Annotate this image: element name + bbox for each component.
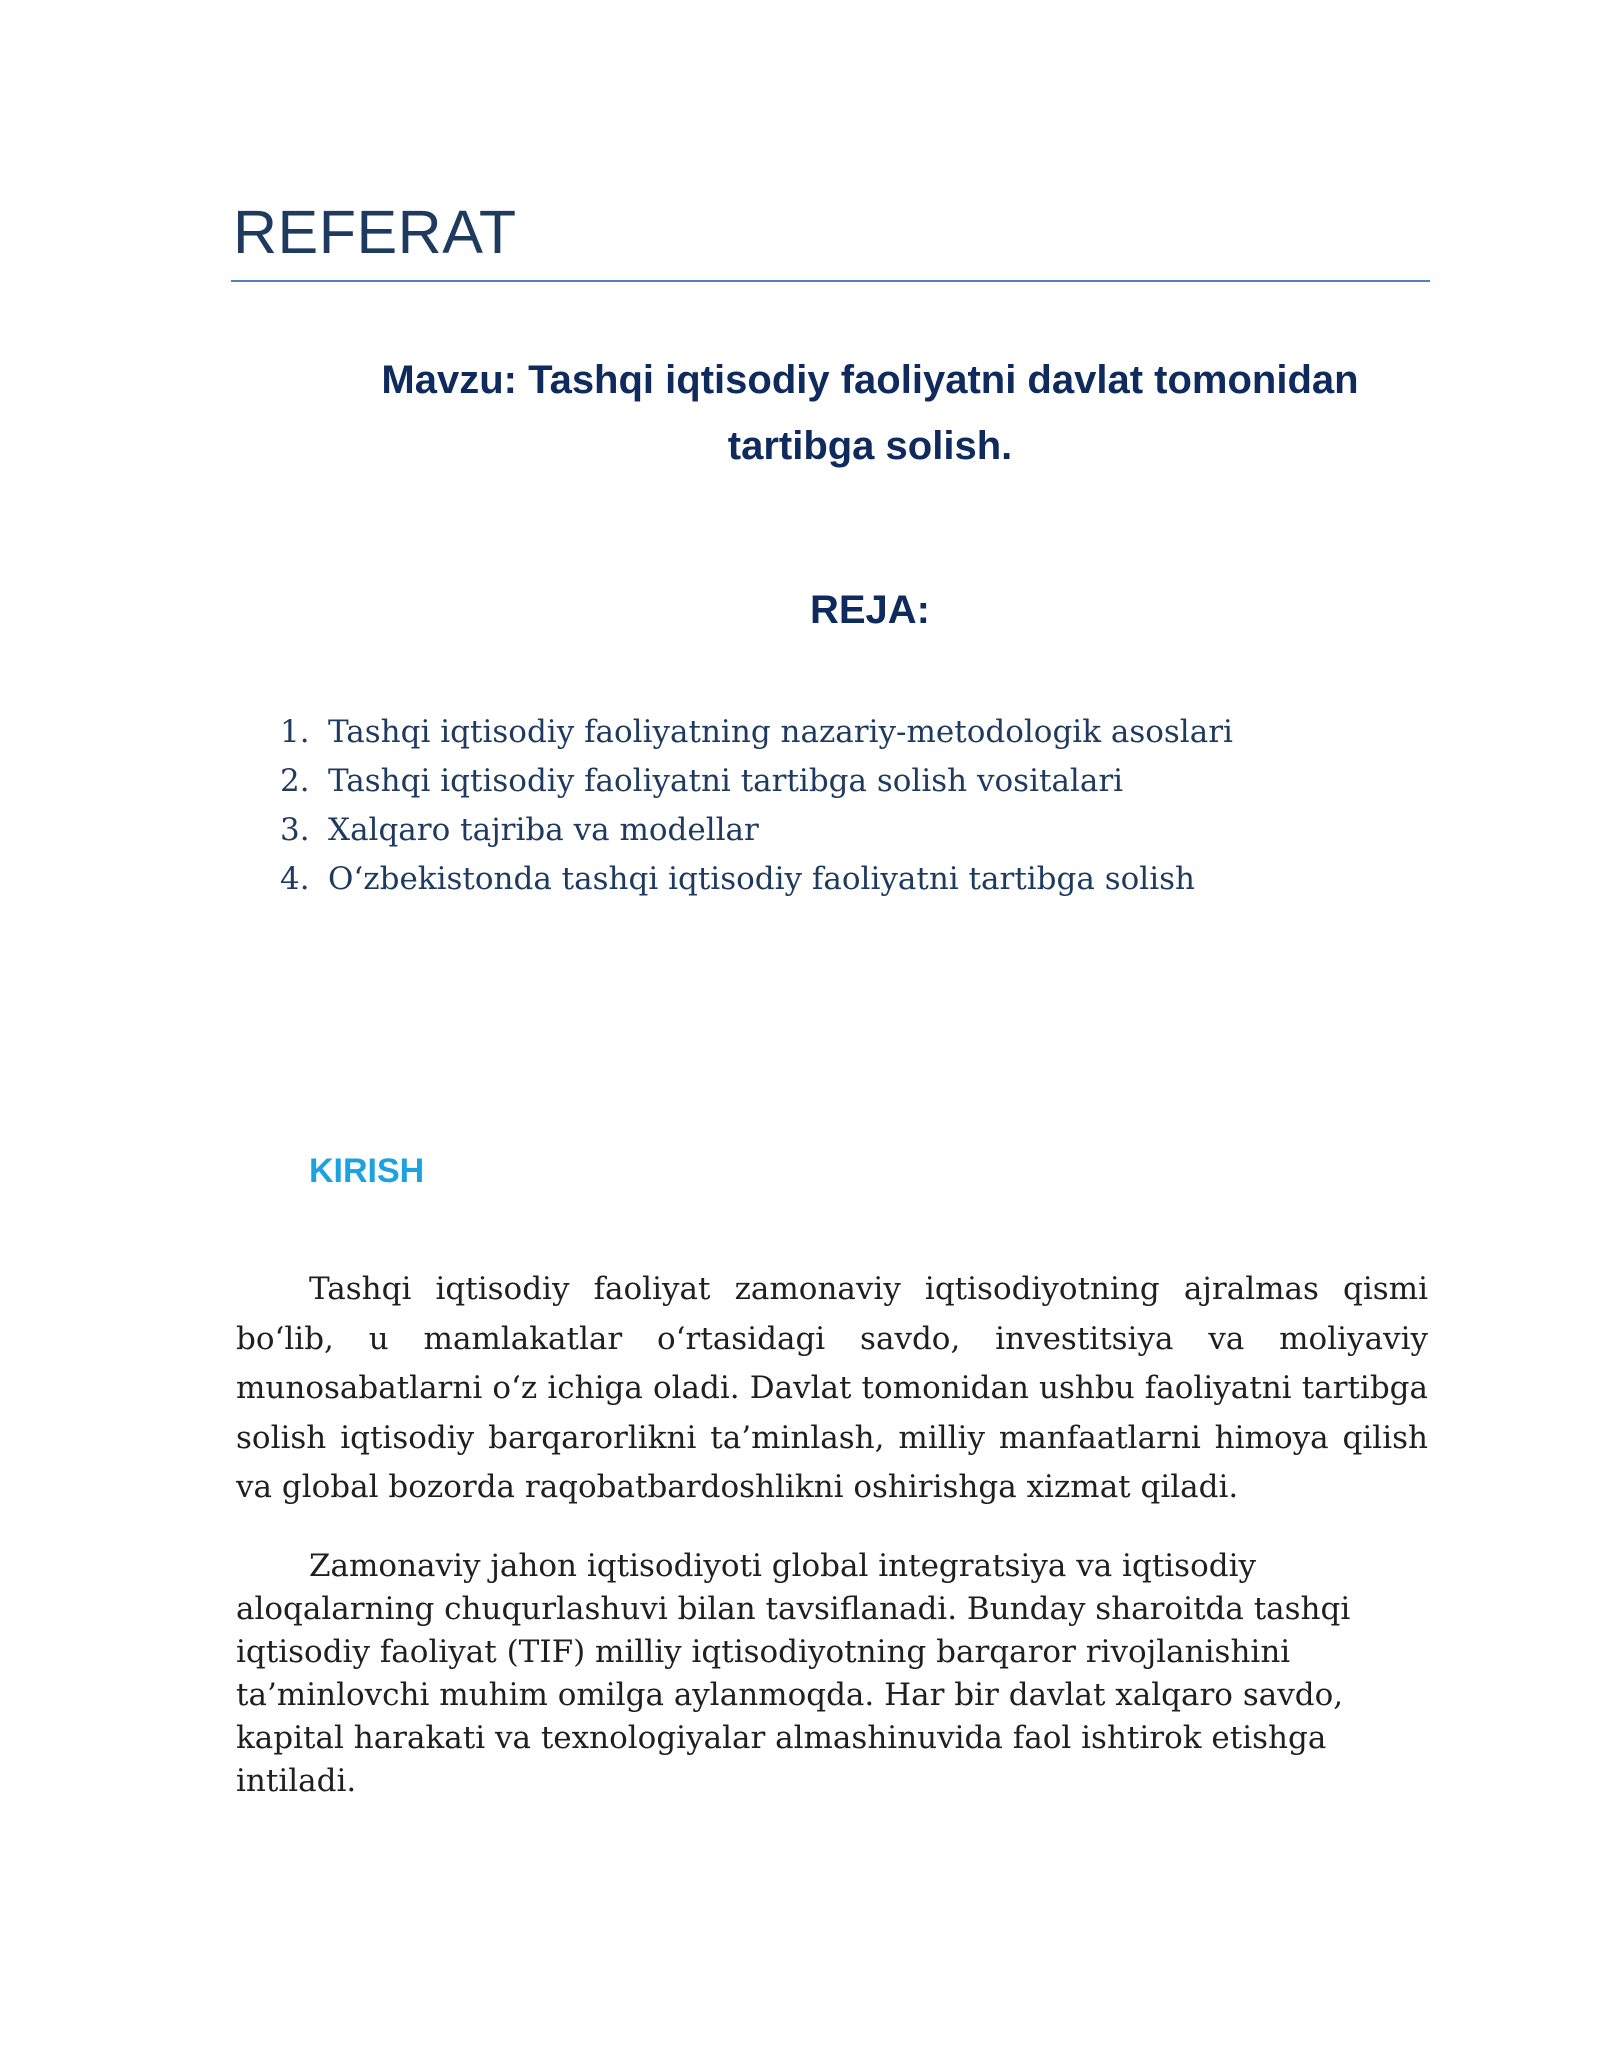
plan-item-number: 3. [280,812,310,848]
plan-list [280,708,1233,904]
document-title: REFERAT [233,198,517,266]
paragraph-line: intiladi. [236,1763,357,1799]
plan-item-number: 4. [280,861,310,897]
title-divider [231,280,1430,282]
plan-item-text: Tashqi iqtisodiy faoliyatni tartibga solish vositalari [328,763,1124,799]
plan-item-text: Tashqi iqtisodiy faoliyatning nazariy-metodologik asoslari [328,714,1233,750]
plan-item-number: 2. [280,763,310,799]
intro-paragraph-2 [236,1545,1428,1803]
plan-item [280,855,1233,904]
intro-heading: KIRISH [309,1152,425,1190]
topic-heading [320,347,1420,479]
topic-line-1: Mavzu: Tashqi iqtisodiy faoliyatni davlat tomonidan [381,358,1359,402]
topic-line-2: tartibga solish. [727,424,1013,468]
plan-item [280,806,1233,855]
paragraph-line: kapital harakati va texnologiyalar almashinuvida faol ishtirok etishga [236,1720,1327,1756]
plan-item [280,757,1233,806]
plan-item-number: 1. [280,714,310,750]
paragraph-line: Zamonaviy jahon iqtisodiyoti global integratsiya va iqtisodiy [309,1548,1257,1584]
plan-item [280,708,1233,757]
paragraph-line: aloqalarning chuqurlashuvi bilan tavsiflanadi. Bunday sharoitda tashqi [236,1591,1351,1627]
plan-heading: REJA: [809,588,931,632]
plan-item-text: Xalqaro tajriba va modellar [328,812,759,848]
plan-item-text: O‘zbekistonda tashqi iqtisodiy faoliyatni tartibga solish [328,861,1195,897]
paragraph-line: iqtisodiy faoliyat (TIF) milliy iqtisodiyotning barqaror rivojlanishini [236,1634,1291,1670]
paragraph-line: ta’minlovchi muhim omilga aylanmoqda. Har bir davlat xalqaro savdo, [236,1677,1344,1713]
intro-paragraph-1: Tashqi iqtisodiy faoliyat zamonaviy iqtisodiyotning ajralmas qismi bo‘lib, u mamlakatlar o‘rtasidagi savdo, investitsiya va moliyaviy munosabatlarni o‘z ichiga oladi. Davlat tomonidan ushbu faoliyatni tartibga solish iqtisodiy barqarorlikni ta’minlash, milliy manfaatlarni himoya qilish va global bozorda raqobatbardoshlikni oshirishga xizmat qiladi. [236,1271,1428,1505]
